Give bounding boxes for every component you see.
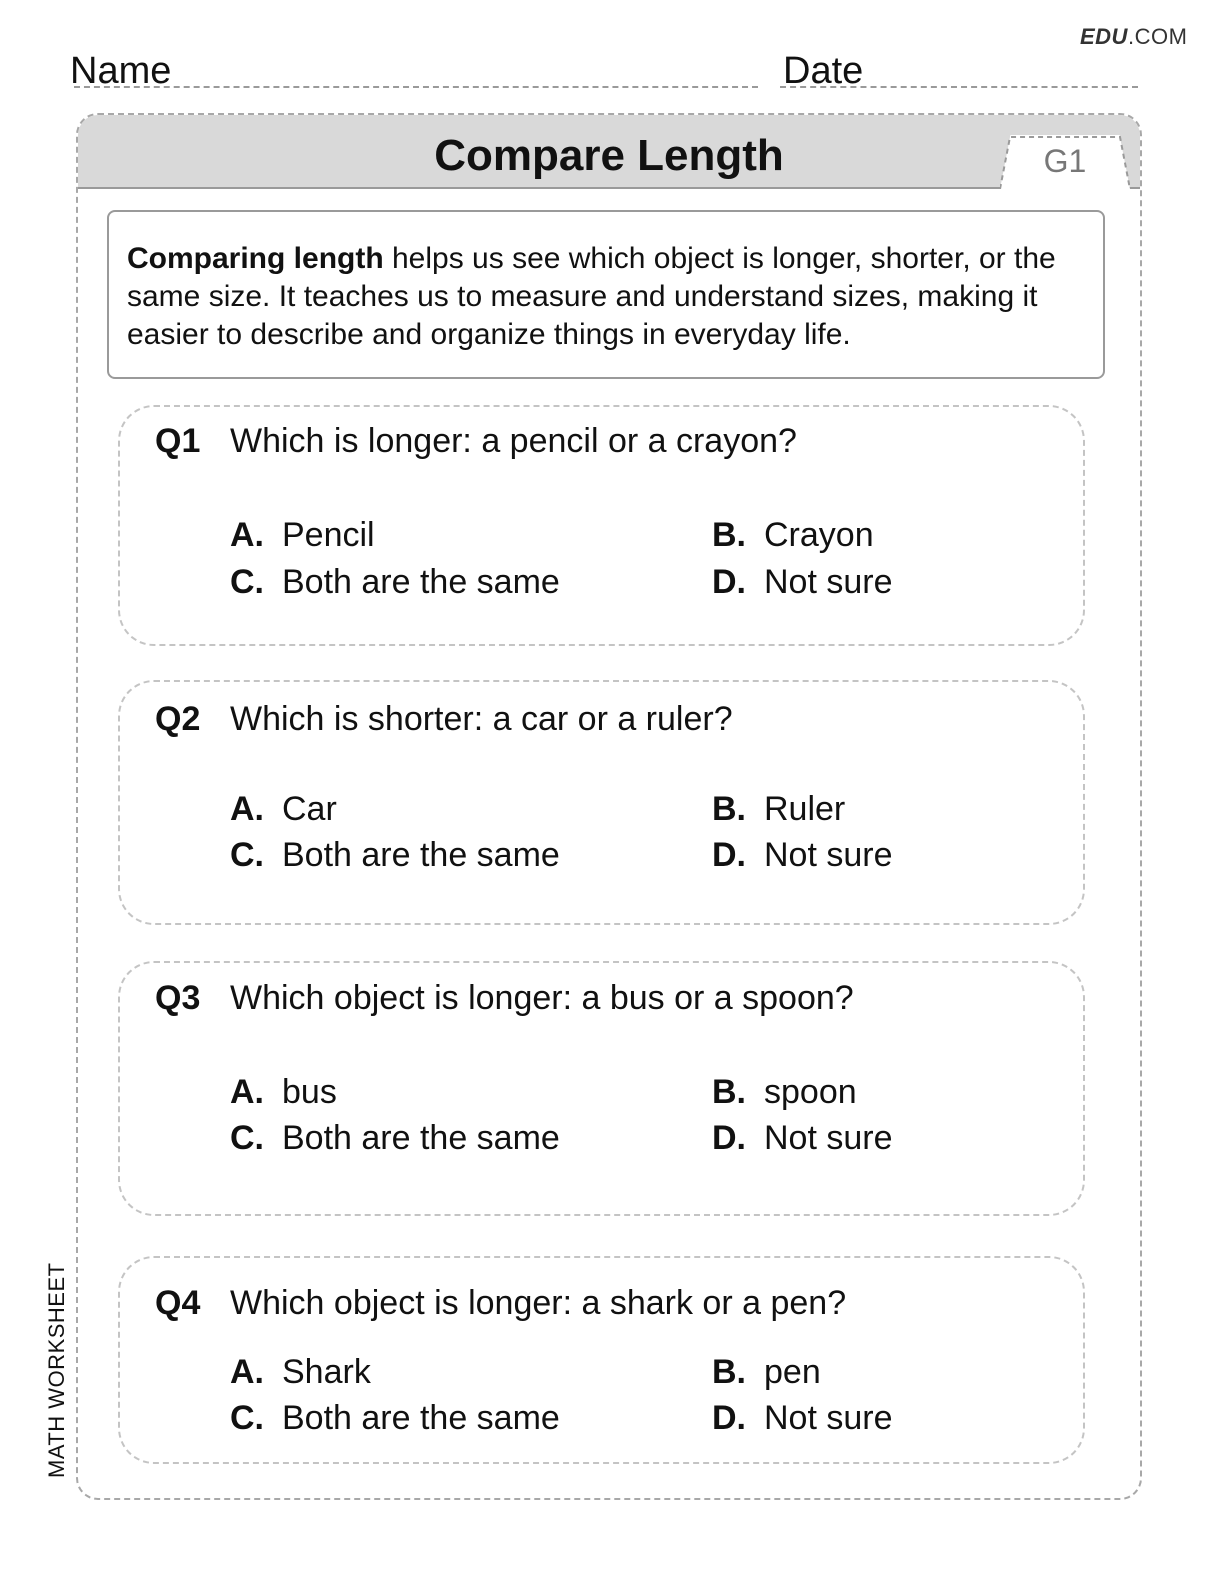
name-label: Name	[70, 50, 172, 92]
option-c[interactable]: C. Both are the same	[230, 563, 560, 601]
date-label: Date	[783, 50, 864, 92]
option-c[interactable]: C. Both are the same	[230, 1119, 560, 1157]
option-b[interactable]: B. Crayon	[712, 516, 874, 554]
option-d[interactable]: D. Not sure	[712, 836, 893, 874]
option-d[interactable]: D. Not sure	[712, 1119, 893, 1157]
intro-term: Comparing length	[127, 242, 384, 275]
question-text: Which object is longer: a shark or a pen?	[230, 1284, 847, 1322]
question-text: Which is longer: a pencil or a crayon?	[230, 422, 797, 460]
date-line[interactable]	[780, 86, 1138, 88]
name-line[interactable]	[74, 86, 758, 88]
question-text: Which object is longer: a bus or a spoon?	[230, 979, 854, 1017]
option-b[interactable]: B. Ruler	[712, 790, 846, 828]
option-a[interactable]: A. Car	[230, 790, 337, 828]
title-band	[78, 115, 1140, 189]
option-b[interactable]: B. spoon	[712, 1073, 857, 1111]
question-card-3	[118, 961, 1085, 1216]
question-number: Q1	[155, 422, 201, 460]
intro-text: helps us see which object is longer, shorter, or the same size. It teaches us to measure and understand sizes, making it easier to describe and organize things in everyday life.	[127, 242, 1056, 351]
question-number: Q3	[155, 979, 201, 1017]
question-number: Q4	[155, 1284, 201, 1322]
option-a[interactable]: A. Shark	[230, 1353, 371, 1391]
option-d[interactable]: D. Not sure	[712, 1399, 893, 1437]
option-c[interactable]: C. Both are the same	[230, 1399, 560, 1437]
option-b[interactable]: B. pen	[712, 1353, 821, 1391]
option-a[interactable]: A. bus	[230, 1073, 337, 1111]
side-label: MATH WORKSHEET	[44, 1262, 69, 1478]
grade-level: G1	[1043, 143, 1087, 179]
option-d[interactable]: D. Not sure	[712, 563, 893, 601]
question-card-2	[118, 680, 1085, 925]
question-number: Q2	[155, 700, 201, 738]
option-c[interactable]: C. Both are the same	[230, 836, 560, 874]
question-card-1	[118, 405, 1085, 646]
brand-logo: EDU.COM	[1080, 24, 1188, 49]
intro-box	[107, 210, 1105, 379]
question-text: Which is shorter: a car or a ruler?	[230, 700, 733, 738]
question-card-4	[118, 1256, 1085, 1464]
worksheet-title: Compare Length	[434, 131, 784, 180]
option-a[interactable]: A. Pencil	[230, 516, 375, 554]
